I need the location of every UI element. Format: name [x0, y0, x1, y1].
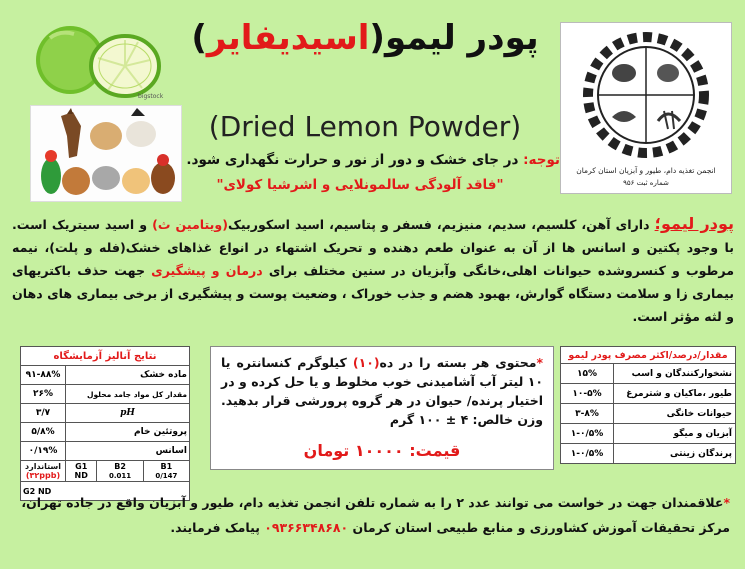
lab-analysis-table — [20, 346, 190, 501]
price-label: قیمت: ۱۰۰۰۰ تومان — [303, 441, 461, 460]
association-logo — [560, 22, 732, 194]
table-row: حیوانات خانگی ۳-۸% — [561, 404, 736, 424]
table-row: مقدار کل مواد جامد محلول ۲۶% — [21, 385, 190, 404]
aflatoxin-standard: استاندارد (۳۲ppb) — [21, 461, 66, 482]
logo-text-name: انجمن تغذیه دام، طیور و آبزیان استان کرمان — [576, 166, 716, 175]
contamination-note: "فاقد آلودگی سالمونلایی و اشرشیا کولای" — [216, 177, 504, 193]
lime-image — [30, 20, 170, 100]
usage-instructions-box — [210, 346, 554, 470]
aflatoxin-row — [21, 461, 190, 482]
table-row: آبزیان و میگو ۱-۰/۵% — [561, 424, 736, 444]
treatment-highlight: درمان و پیشگیری — [151, 263, 263, 278]
table-row: pH ۳/۷ — [21, 404, 190, 423]
contact-footer — [14, 490, 730, 540]
footer-line-1: *علاقمندان جهت در خواست می توانند عدد ۲ را به شماره تلفن انجمن تغذیه دام، طیور و آبزیان واقع در جاده تهران، — [21, 495, 730, 510]
product-title: پودر لیمو(اسیدیفایر) — [191, 18, 539, 58]
footer-line-2: مرکز تحقیقات آموزش کشاورزی و منابع طبیعی استان کرمان ۰۹۳۶۶۳۴۸۶۸۰ پیامک فرمایند. — [170, 520, 730, 535]
storage-notice: توجه: در جای خشک و دور از نور و حرارت نگهداری شود. — [186, 152, 560, 168]
description-heading: پودر لیمو؛ — [654, 214, 734, 233]
notice-label: توجه: — [523, 152, 560, 168]
logo-text-reg: شماره ثبت ۹۵۶ — [623, 179, 669, 187]
table-row: پروتئین خام ۵/۸% — [21, 423, 190, 442]
table-row: طیور ،ماکیان و شترمرغ ۱۰-۵% — [561, 384, 736, 404]
aflatoxin-g1: G1 ND — [66, 461, 97, 482]
table-row: ماده خشک ۹۱-۸۸% — [21, 366, 190, 385]
lime-credit: bigstock — [138, 93, 164, 100]
usage-rate-table — [560, 346, 736, 464]
ten-kg-highlight: (۱۰) — [352, 355, 380, 370]
aflatoxin-b1: B1 0/147 — [143, 461, 189, 482]
sms-phone-number: ۰۹۳۶۶۳۴۸۶۸۰ — [264, 520, 349, 535]
lab-table-header: نتایج آنالیز آزمایشگاه — [21, 347, 190, 366]
title-red-word: اسیدیفایر — [206, 18, 370, 58]
aflatoxin-b2: B2 0.011 — [97, 461, 143, 482]
vitamin-c-note: (ویتامین ث) — [152, 217, 228, 232]
aflatoxin-g2-row: G2 ND — [21, 482, 190, 501]
table-row: نشخوارکنندگان و اسب ۱۵% — [561, 364, 736, 384]
animals-image — [30, 105, 182, 202]
product-subtitle: (Dried Lemon Powder) — [208, 110, 522, 143]
table-row: پرندگان زینتی ۱-۰/۵% — [561, 444, 736, 464]
usage-table-header: مقدار/درصد/اکثر مصرف پودر لیمو — [561, 347, 736, 364]
product-description: پودر لیمو؛ دارای آهن، کلسیم، سدیم، منیزیم، فسفر و پتاسیم، اسید اسکوربیک(ویتامین ث) و اسید سیتریک است. با وجود پکتین و اسانس ها از آن به عنوان طعم دهنده و تحریک اشتهاء در انواع غذاهای خشک(فله و پلت)، نیمه مرطوب و کنسروشده حیوانات اهلی،خانگی وآبزیان در سنین مختلف برای درمان و پیشگیری جهت حذف باکتریهای بیماری زا و سلامت دستگاه گوارش، بهبود هضم و جذب خوراک ، وضعیت پوست و پیشگیری از برخی بیماری های دهان و لثه مؤثر است. — [12, 214, 734, 324]
table-row: اسانس ۰/۱۹% — [21, 442, 190, 461]
usage-instructions-text: *محتوی هر بسته را در ده(۱۰) کیلوگرم کنسانتره یا ۱۰ لیتر آب آشامیدنی خوب مخلوط و یا حل کرده و در اختیار پرنده/ حیوان در هر گروه پرورشی قرار بدهید. وزن خالص: ۴ ± ۱۰۰ گرم — [221, 355, 543, 427]
